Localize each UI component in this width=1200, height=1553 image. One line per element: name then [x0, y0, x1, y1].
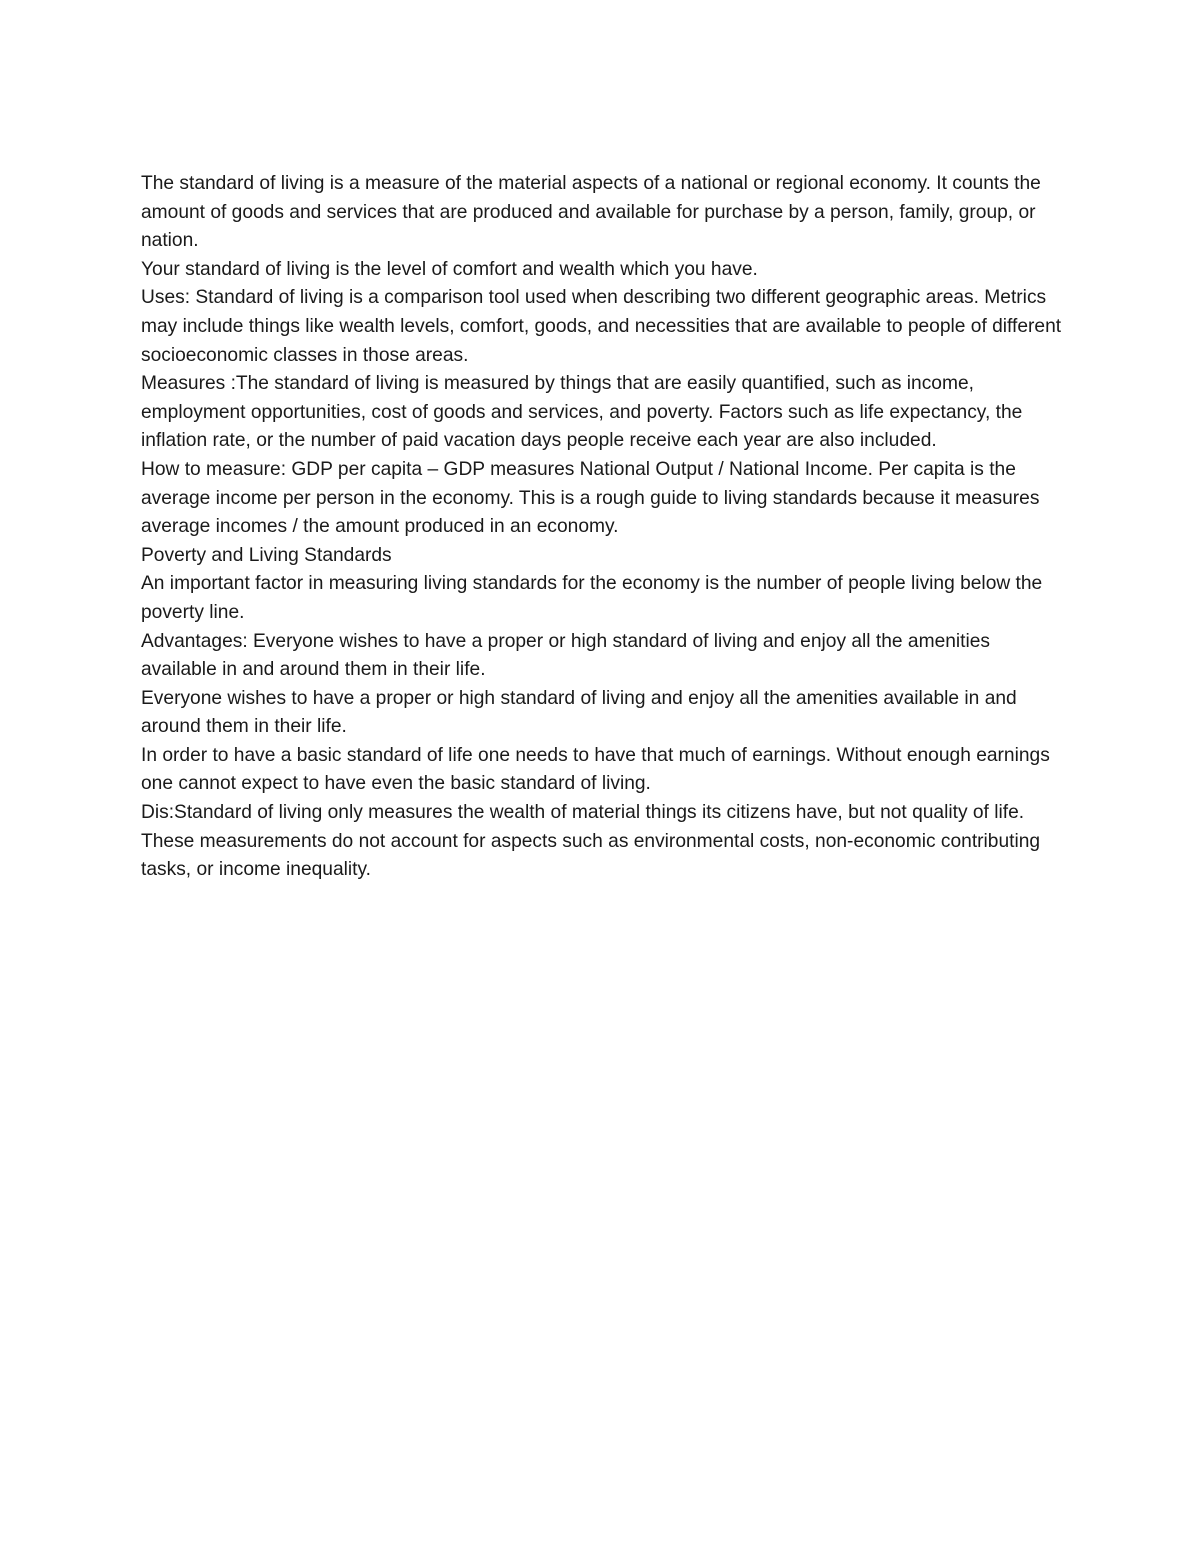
- paragraph-measures: Measures :The standard of living is measured by things that are easily quantified, such as income, employment opportunities, cost of goods and services, and poverty. Factors such as life expectancy, the inflation rate, or the number of paid vacation days people receive each year are also included.: [141, 373, 1023, 452]
- paragraph-disadvantages: Dis:Standard of living only measures the wealth of material things its citizens have, but not quality of life.: [141, 802, 1025, 824]
- paragraph-definition: The standard of living is a measure of the material aspects of a national or regional economy. It counts the amount of goods and services that are produced and available for purchase by a person, family, group, or nation.: [141, 173, 1041, 252]
- paragraph-how-to-measure: How to measure: GDP per capita – GDP measures National Output / National Income. Per capita is the average income per person in the economy. This is a rough guide to living standards because it measures average incomes / the amount produced in an economy.: [141, 458, 1040, 538]
- paragraph-advantages: Advantages: Everyone wishes to have a proper or high standard of living and enjoy all the amenities available in and around them in their life.: [141, 630, 991, 681]
- paragraph-poverty-line: An important factor in measuring living standards for the economy is the number of people living below the poverty line.: [141, 573, 1043, 623]
- document-body: [141, 170, 1071, 885]
- paragraph-comfort-wealth: Your standard of living is the level of comfort and wealth which you have.: [141, 258, 758, 280]
- paragraph-amenities: Everyone wishes to have a proper or high standard of living and enjoy all the amenities available in and around them in their life.: [141, 687, 1017, 738]
- paragraph-uses: Uses: Standard of living is a comparison tool used when describing two different geographic areas. Metrics may include things like wealth levels, comfort, goods, and necessities that are available to people of different socioeconomic classes in those areas.: [141, 287, 1062, 366]
- paragraph-limitations: These measurements do not account for aspects such as environmental costs, non-economic contributing tasks, or income inequality.: [141, 830, 1041, 881]
- paragraph-earnings: In order to have a basic standard of life one needs to have that much of earnings. Without enough earnings one cannot expect to have even the basic standard of living.: [141, 744, 1050, 795]
- paragraph-poverty-heading: Poverty and Living Standards: [141, 544, 392, 566]
